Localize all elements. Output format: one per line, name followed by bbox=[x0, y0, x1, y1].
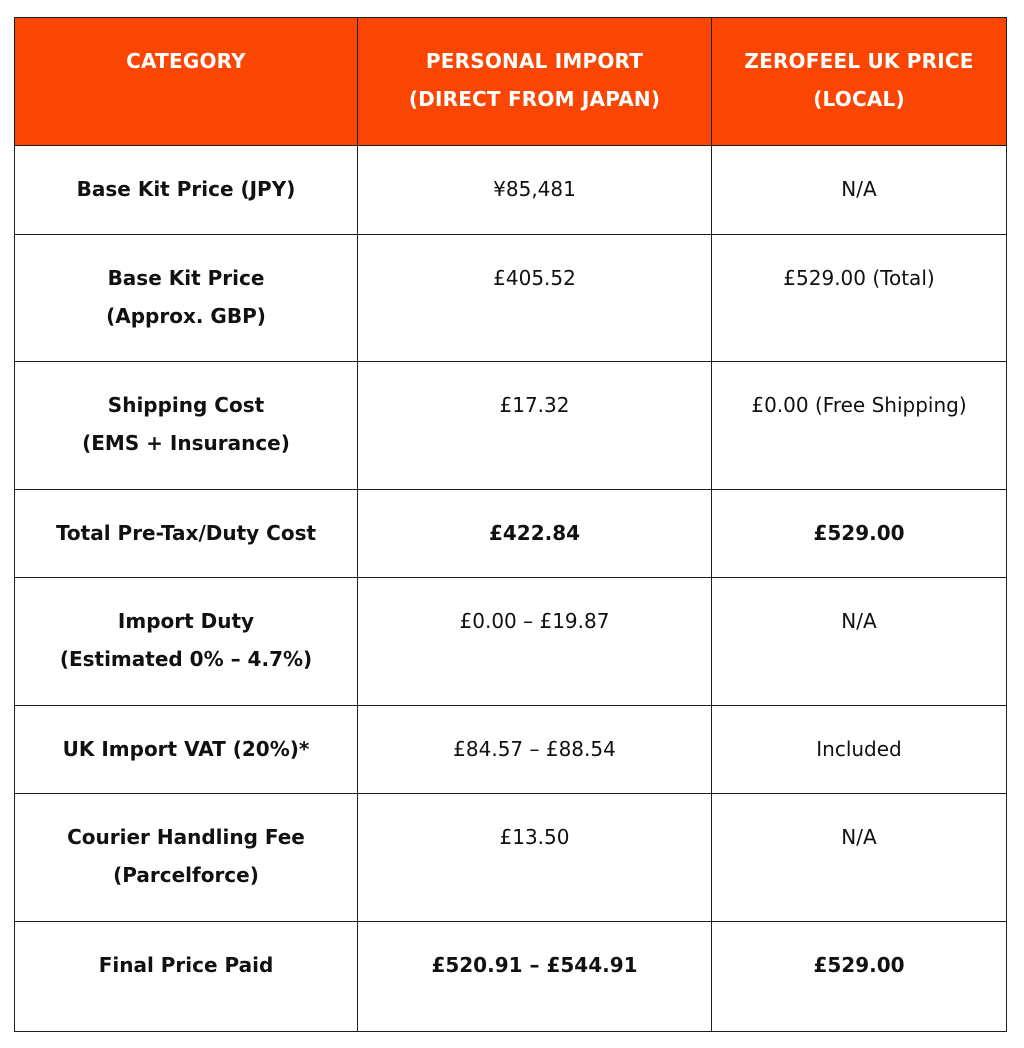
table-row bbox=[15, 922, 1007, 1032]
table-row bbox=[15, 578, 1007, 706]
row-uk-price-value: £0.00 (Free Shipping) bbox=[712, 362, 1007, 490]
table-row bbox=[15, 490, 1007, 578]
row-uk-price-value: N/A bbox=[712, 146, 1007, 235]
row-category: UK Import VAT (20%)* bbox=[15, 706, 358, 794]
row-personal-import-value: £405.52 bbox=[358, 235, 712, 362]
price-comparison-table bbox=[14, 17, 1007, 1032]
table-row bbox=[15, 706, 1007, 794]
table-header-row bbox=[15, 18, 1007, 146]
row-personal-import-value: £17.32 bbox=[358, 362, 712, 490]
row-personal-import-value: £13.50 bbox=[358, 794, 712, 922]
row-category: Base Kit Price (JPY) bbox=[15, 146, 358, 235]
row-uk-price-value: £529.00 bbox=[712, 922, 1007, 1032]
row-category: Base Kit Price (Approx. GBP) bbox=[15, 235, 358, 362]
table-row bbox=[15, 235, 1007, 362]
row-personal-import-value: £520.91 – £544.91 bbox=[358, 922, 712, 1032]
header-personal-import: PERSONAL IMPORT (DIRECT FROM JAPAN) bbox=[358, 18, 712, 146]
table-row bbox=[15, 794, 1007, 922]
row-uk-price-value: £529.00 (Total) bbox=[712, 235, 1007, 362]
row-category: Courier Handling Fee (Parcelforce) bbox=[15, 794, 358, 922]
row-uk-price-value: Included bbox=[712, 706, 1007, 794]
row-uk-price-value: N/A bbox=[712, 578, 1007, 706]
row-personal-import-value: ¥85,481 bbox=[358, 146, 712, 235]
header-zerofeel-uk-price: ZEROFEEL UK PRICE (LOCAL) bbox=[712, 18, 1007, 146]
row-personal-import-value: £84.57 – £88.54 bbox=[358, 706, 712, 794]
row-uk-price-value: £529.00 bbox=[712, 490, 1007, 578]
row-personal-import-value: £0.00 – £19.87 bbox=[358, 578, 712, 706]
row-personal-import-value: £422.84 bbox=[358, 490, 712, 578]
table-row bbox=[15, 362, 1007, 490]
header-category: CATEGORY bbox=[15, 18, 358, 146]
row-uk-price-value: N/A bbox=[712, 794, 1007, 922]
row-category: Total Pre-Tax/Duty Cost bbox=[15, 490, 358, 578]
row-category: Final Price Paid bbox=[15, 922, 358, 1032]
row-category: Import Duty (Estimated 0% – 4.7%) bbox=[15, 578, 358, 706]
table-row bbox=[15, 146, 1007, 235]
row-category: Shipping Cost (EMS + Insurance) bbox=[15, 362, 358, 490]
